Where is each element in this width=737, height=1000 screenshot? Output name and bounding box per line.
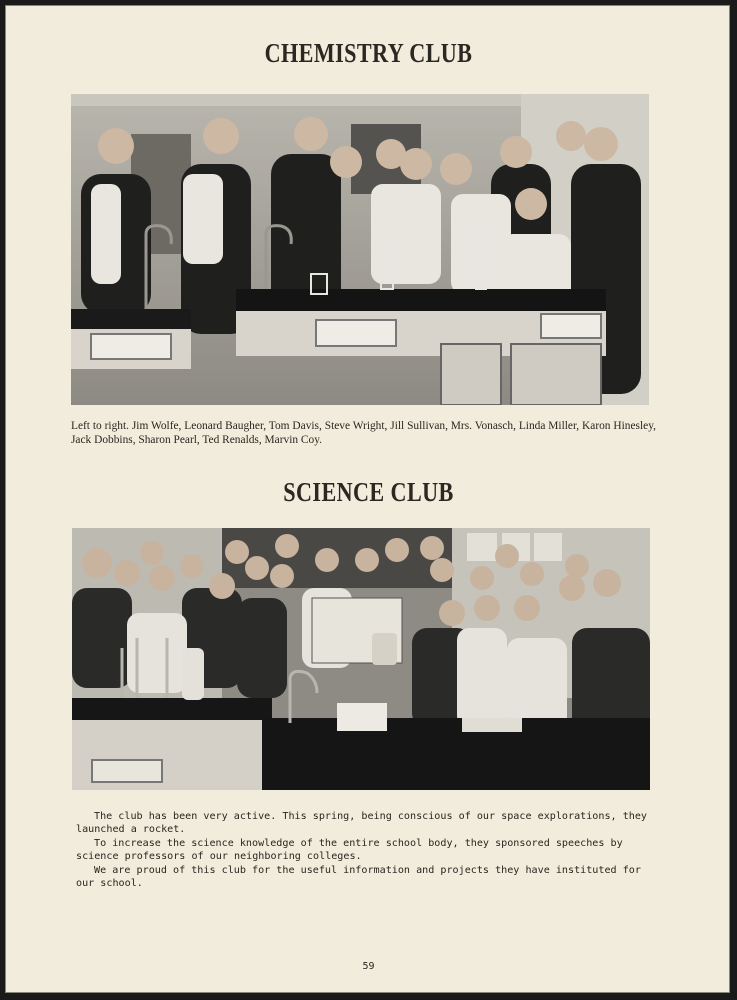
science-club-photo (72, 528, 650, 790)
chemistry-club-photo (71, 94, 649, 405)
science-paragraph: The club has been very active. This spring, being conscious of our space explorations, they launched a rocket. (76, 811, 648, 836)
science-paragraph: We are proud of this club for the useful information and projects they have instituted for our school. (76, 864, 641, 890)
science-paragraph: To increase the science knowledge of the entire school body, they sponsored speeches by science professors of our neighboring colleges. (76, 837, 623, 863)
page-number: 59 (362, 961, 375, 972)
yearbook-page (5, 5, 730, 993)
science-club-description (76, 810, 656, 890)
chemistry-club-heading: CHEMISTRY CLUB (264, 38, 473, 68)
science-club-heading: SCIENCE CLUB (283, 477, 454, 507)
science-photo-graphic (72, 528, 650, 790)
chemistry-photo-graphic (71, 94, 649, 405)
chemistry-club-caption: Left to right. Jim Wolfe, Leonard Baugher, Tom Davis, Steve Wright, Jill Sullivan, Mrs. Vonasch, Linda Miller, Karon Hinesley, Jack Dobbins, Sharon Pearl, Ted Renalds, Marvin Coy. (71, 420, 656, 446)
